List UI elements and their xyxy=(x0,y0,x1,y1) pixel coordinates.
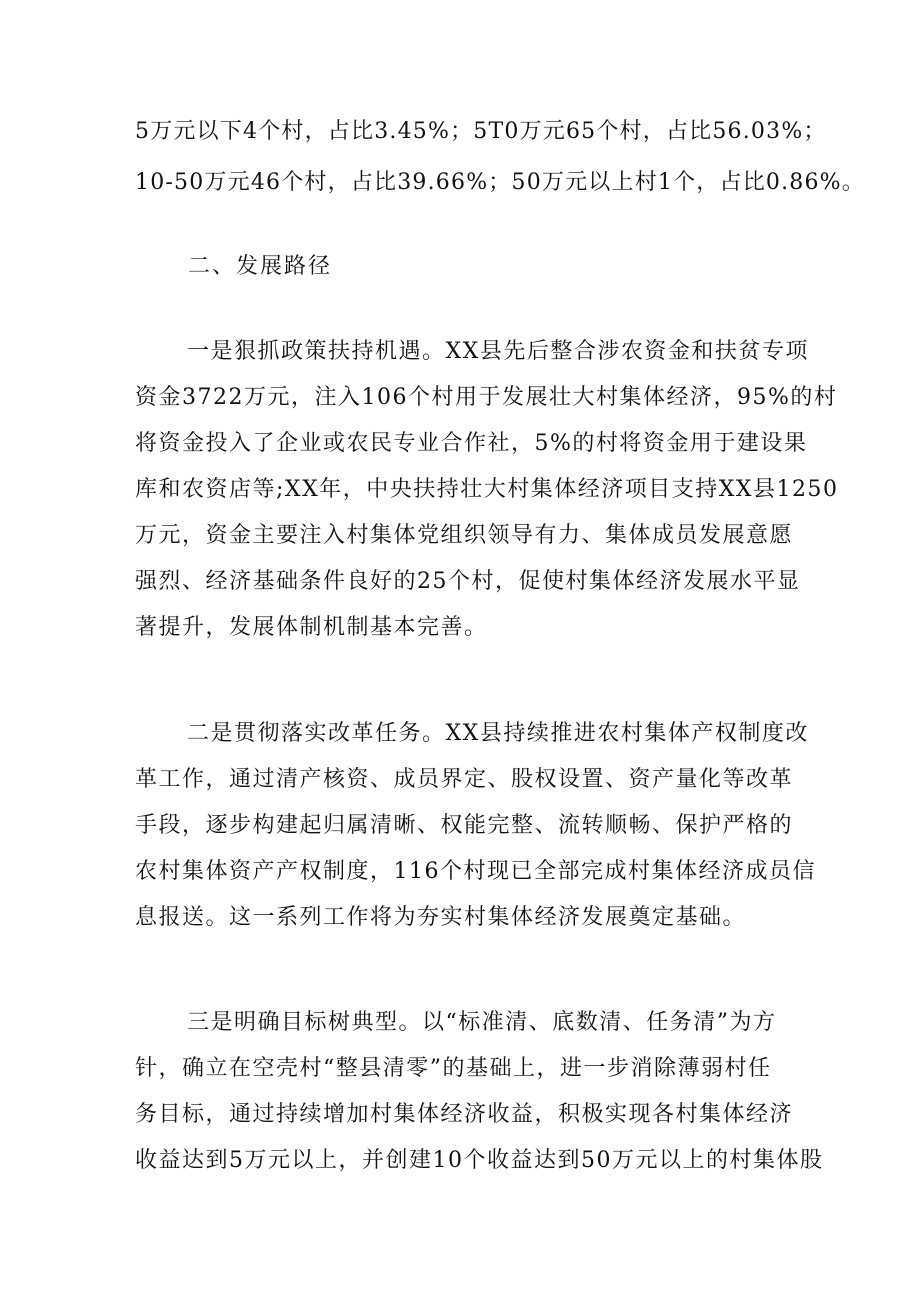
paragraph-reform-tasks xyxy=(135,719,816,949)
paragraph-line: 库和农资店等;XX年，中央扶持壮大村集体经济项目支持XX县1250 xyxy=(135,477,839,502)
paragraph-line: 强烈、经济基础条件良好的25个村，促使村集体经济发展水平显 xyxy=(135,569,801,594)
intro-line: 10-50万元46个村，占比39.66%；50万元以上村1个，占比0.86%。 xyxy=(135,170,865,195)
paragraph-targets xyxy=(135,1008,824,1192)
paragraph-line: 收益达到5万元以上，并创建10个收益达到50万元以上的村集体股 xyxy=(135,1148,824,1173)
paragraph-line: 资金3722万元，注入106个村用于发展壮大村集体经济，95%的村 xyxy=(135,385,838,410)
paragraph-line: 三是明确目标树典型。以“标准清、底数清、任务清”为方 xyxy=(187,1010,777,1035)
paragraph-line: 息报送。这一系列工作将为夯实村集体经济发展奠定基础。 xyxy=(135,905,747,930)
paragraph-line: 针，确立在空壳村“整县清零”的基础上，进一步消除薄弱村任 xyxy=(135,1056,772,1081)
paragraph-line: 手段，逐步构建起归属清晰、权能完整、流转顺畅、保护严格的 xyxy=(135,813,794,838)
paragraph-line: 将资金投入了企业或农民专业合作社，5%的村将资金用于建设果 xyxy=(135,431,808,456)
paragraph-policy-support xyxy=(135,337,839,659)
paragraph-line: 农村集体资产产权制度，116个村现已全部完成村集体经济成员信 xyxy=(135,859,816,884)
paragraph-line: 万元，资金主要注入村集体党组织领导有力、集体成员发展意愿 xyxy=(135,523,794,548)
paragraph-line: 二是贯彻落实改革任务。XX县持续推进农村集体产权制度改 xyxy=(187,721,809,746)
paragraph-line: 一是狠抓政策扶持机遇。XX县先后整合涉农资金和扶贫专项 xyxy=(187,339,809,364)
paragraph-line: 著提升，发展体制机制基本完善。 xyxy=(135,615,488,640)
intro-line: 5万元以下4个村，占比3.45%；5T0万元65个村，占比56.03%； xyxy=(135,119,827,144)
paragraph-line: 革工作，通过清产核资、成员界定、股权设置、资产量化等改革 xyxy=(135,767,794,792)
section-heading: 二、发展路径 xyxy=(188,254,333,279)
paragraph-line: 务目标，通过持续增加村集体经济收益，积极实现各村集体经济 xyxy=(135,1102,794,1127)
